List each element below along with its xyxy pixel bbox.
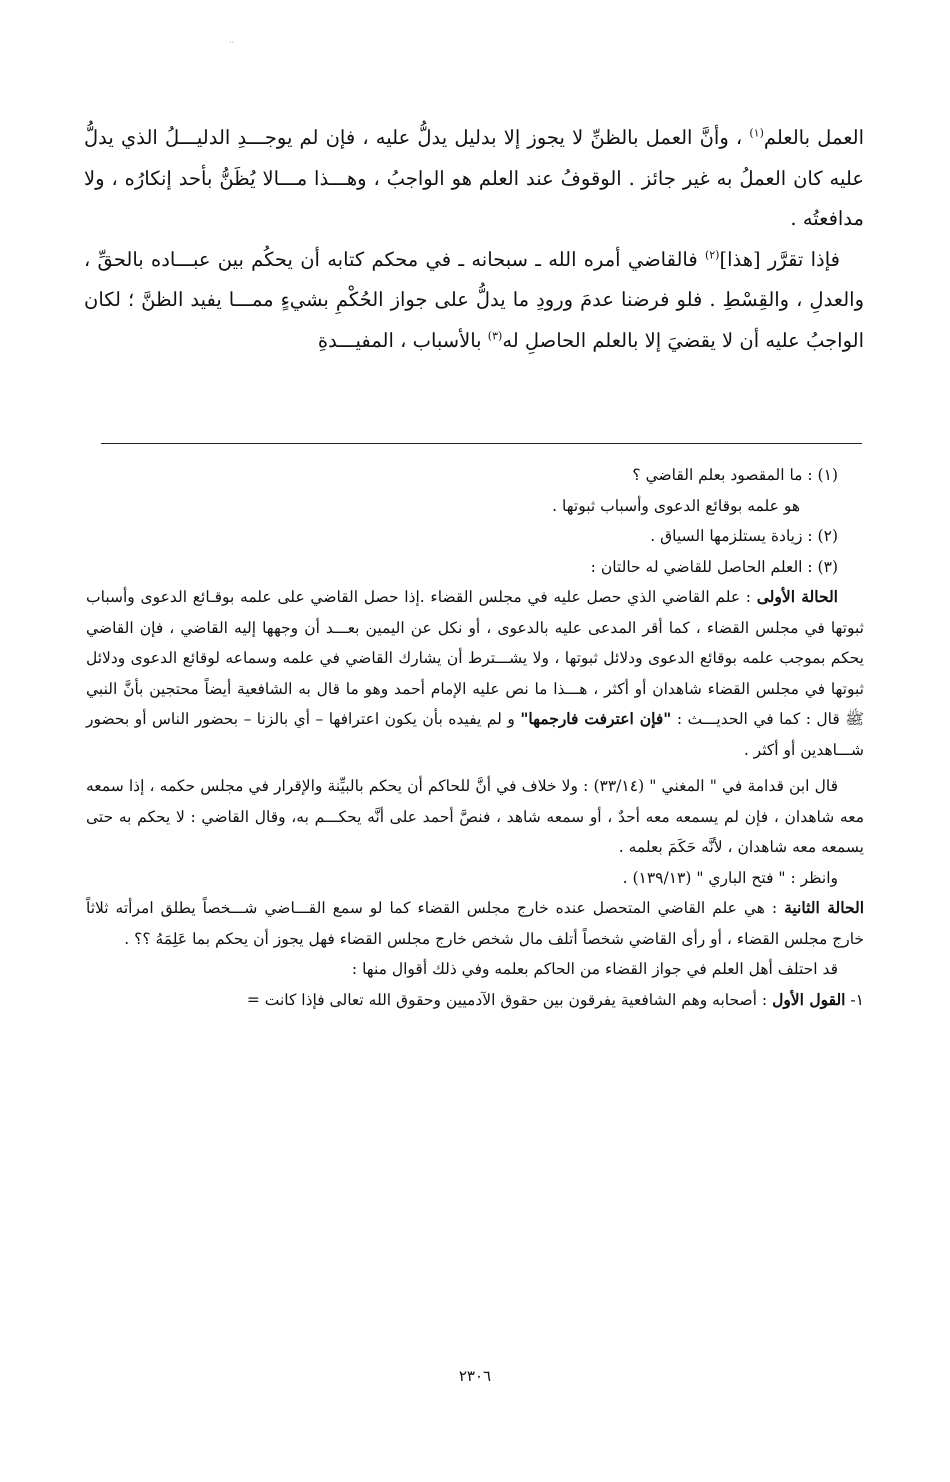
ibn-qudama-quote: قال ابن قدامة في " المغني " (٣٣/١٤) : ولا خلاف في أنَّ للحاكم أن يحكم بالبيِّنة والإقرار في مجلس حكمه ، إذا سمعه معه شاهدان ، فإن لم يسمعه معه أحدٌ ، أو سمعه شاهد ، فنصَّ أحمد على أنَّه يحكـــم به، وقال القاضي : لا يحكم به حتى يسمعه معه شاهدان ، لأنَّه حَكَمَ بعلمه . bbox=[86, 777, 864, 856]
case-2-label: الحالة الثانية bbox=[784, 898, 865, 917]
main-paragraph-2: فإذا تقرَّر [هذا]$^{(٢)}$ فالقاضي أمره الله ـ سبحانه ـ في محكم كتابه أن يحكُم بين عبـــاده بالحقِّ ، والعدلِ ، والقِسْطِ . فلو فرضنا عدمَ ورودِ ما يدلُّ على جواز الحُكْمِ بشيءٍ ممـــا يفيد الظنَّ ؛ لكان الواجبُ عليه أن لا يقضيَ إلا بالعلم الحاصلِ له$^{(٣)}$ بالأسباب ، المفيـــدةِ bbox=[84, 247, 864, 352]
scan-mark: ·· bbox=[229, 38, 235, 47]
footnote-1-question: (١) : ما المقصود بعلم القاضي ؟ bbox=[632, 466, 838, 484]
footnotes-section bbox=[86, 460, 864, 1015]
footnote-3-intro: (٣) : العلم الحاصل للقاضي له حالتان : bbox=[590, 557, 838, 576]
footnote-1-answer: هو علمه بوقائع الدعوى وأسباب ثبوتها . bbox=[552, 496, 800, 515]
case-1-label: الحالة الأولى bbox=[756, 587, 838, 606]
first-opinion: ١- القول الأول : أصحابه وهم الشافعية يفرقون بين حقوق الآدميين وحقوق الله تعالى فإذا كانت = bbox=[246, 989, 864, 1009]
page-number: ٢٣٠٦ bbox=[458, 1367, 492, 1385]
scholars-disagreement: قد احتلف أهل العلم في جواز القضاء من الحاكم بعلمه وفي ذلك أقوال منها : bbox=[351, 960, 838, 978]
main-body-text bbox=[84, 118, 864, 361]
footnote-3-case-1: الحالة الأولى : علم القاضي الذي حصل عليه في مجلس القضاء .إذا حصل القاضي على علمه بوقـائع الدعوى وأسباب ثبوتها في مجلس القضاء ، كما أقر المدعى عليه بالدعوى ، أو نكل عن اليمين بعـــد أن وجهها إليه القاضي ، فإن القاضي يحكم بموجب علمه بوقائع الدعوى ودلائل ثبوتها ، ولا يشـــترط أن يشارك القاضي في علمه وسماعه لوقائع الدعوى ودلائل ثبوتها في مجلس القضاء شاهدان أو أكثر ، هـــذا ما نص عليه الإمام أحمد وهو ما قال به الشافعية أيضاً محتجين بأنَّ النبي ﷺ قال : كما في الحديـــث : "فإن اعترفت فارجمها" و لم يفيده بأن يكون اعترافها – أي بالزنا – بحضور الناس أو بحضور شـــاهدين أو أكثر . bbox=[86, 587, 864, 759]
footnote-ref-1: (١) bbox=[749, 126, 764, 140]
see-also-reference: وانظر : " فتح الباري " (١٣٩/١٣) . bbox=[622, 868, 838, 887]
footnote-3-case-2: الحالة الثانية : هي علم القاضي المتحصل عنده خارج مجلس القضاء كما لو سمع القـــاضي شـــخصاً يطلق امرأته ثلاثاً خارج مجلس القضاء ، أو رأى القاضي شخصاً أتلف مال شخص خارج مجلس القضاء فهل يجوز أن يحكم بما عَلِمَهُ ؟؟ . bbox=[86, 898, 865, 948]
first-opinion-label: القول الأول bbox=[772, 989, 846, 1009]
footnote-ref-2: (٢) bbox=[704, 248, 720, 261]
footnote-2: (٢) : زيادة يستلزمها السياق . bbox=[650, 527, 838, 545]
hadith-quote: "فإن اعترفت فارجمها" bbox=[520, 709, 672, 728]
footnote-separator bbox=[101, 443, 862, 444]
footnote-ref-3: (٣) bbox=[487, 329, 503, 342]
main-paragraph-1: العمل بالعلم$^{(١)}$ ، وأنَّ العمل بالظنِّ لا يجوز إلا بدليل يدلُّ عليه ، فإن لم يوجـــدِ الدليـــلُ الذي يدلُّ عليه كان العملُ به غير جائز . الوقوفُ عند العلم هو الواجبُ ، وهـــذا مـــالا يُظَنُّ بأحد إنكارُه ، ولا مدافعتُه . bbox=[84, 126, 864, 230]
